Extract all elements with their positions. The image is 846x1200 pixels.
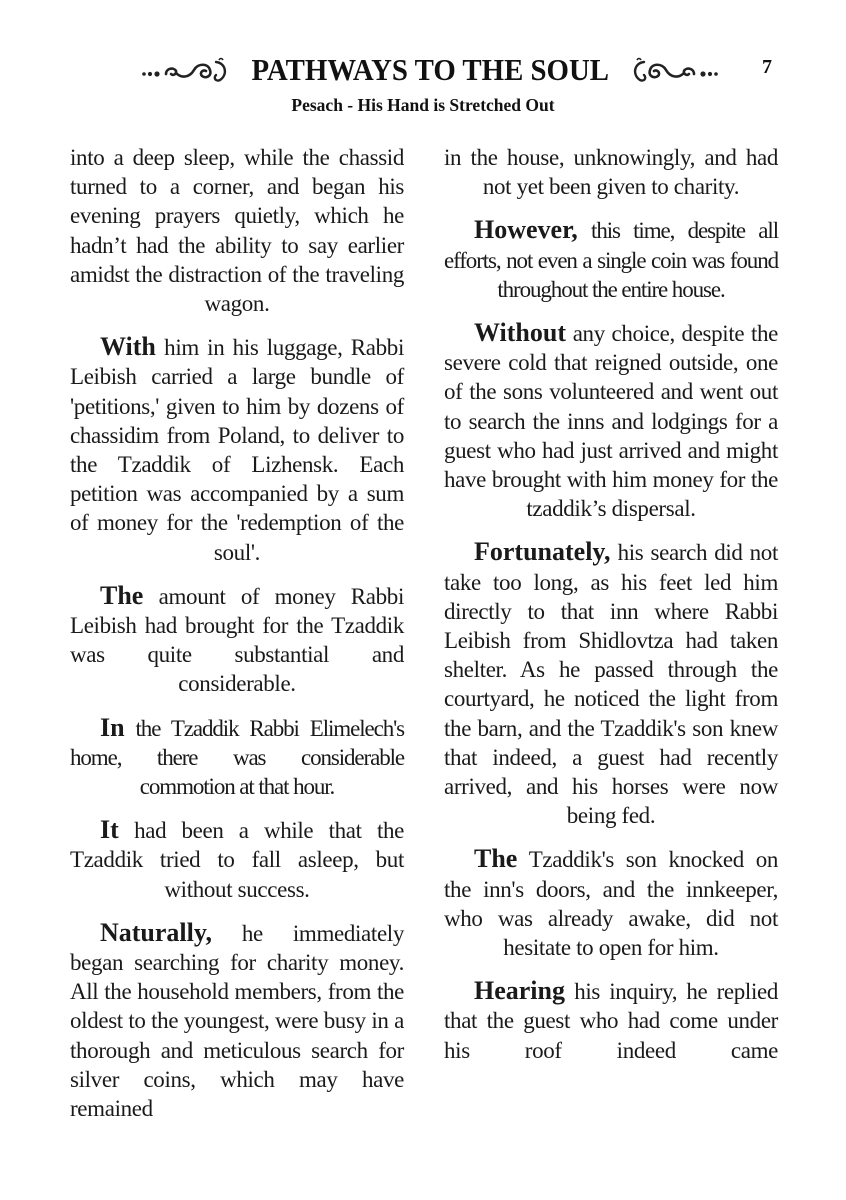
paragraph-text: had been a while that the Tzaddik tried to fall asleep, but without success. — [70, 818, 404, 902]
paragraph-lead-word: Hearing — [474, 976, 565, 1006]
paragraph-text: any choice, despite the severe cold that reigned outside, one of the sons volunteered and went out to search the inns and lodgings for a guest who had just arrived and might have brought with him money for the tzaddik’s dispersal. — [444, 321, 778, 522]
left-column — [70, 143, 404, 1137]
page-header — [0, 48, 846, 92]
paragraph — [444, 537, 778, 830]
paragraph — [70, 143, 404, 318]
paragraph-text: amount of money Rabbi Leibish had brought for the Tzaddik was quite substantial and considerable. — [70, 583, 404, 697]
paragraph — [444, 844, 778, 962]
left-flourish-ornament-icon — [140, 55, 232, 85]
paragraph — [70, 581, 404, 699]
paragraph-text: him in his luggage, Rabbi Leibish carried a large bundle of 'petitions,' given to him by dozens of chassidim from Poland, to deliver to the Tzaddik of Lizhensk. Each petition was accompanied by a sum of money for the 'redemption of the soul'. — [70, 335, 404, 565]
paragraph-lead-word: Fortunately, — [474, 537, 611, 567]
paragraph-text: his search did not take too long, as his feet led him directly to that inn where Rabbi Leibish from Shidlovtza had taken shelter. As he passed through the courtyard, he noticed the light from the barn, and the Tzaddik's son knew that indeed, a guest had recently arrived, and his horses were now being fed. — [444, 540, 778, 829]
page-number: 7 — [762, 56, 772, 78]
paragraph-text: Tzaddik's son knocked on the inn's doors, and the innkeeper, who was already awake, did not hesitate to open for him. — [444, 847, 778, 961]
right-flourish-ornament-icon — [628, 55, 720, 85]
paragraph — [444, 215, 778, 304]
chapter-subtitle: Pesach - His Hand is Stretched Out — [291, 95, 555, 115]
right-column — [444, 143, 778, 1079]
paragraph-lead-word: The — [474, 844, 518, 874]
paragraph — [444, 143, 778, 201]
paragraph — [70, 332, 404, 567]
paragraph-lead-word: With — [100, 332, 156, 362]
paragraph — [70, 713, 404, 802]
paragraph — [70, 815, 404, 904]
book-title: PATHWAYS TO THE SOUL — [251, 52, 609, 87]
paragraph — [444, 318, 778, 523]
running-title — [130, 48, 730, 92]
paragraph-text: this time, despite all efforts, not even a single coin was found throughout the entire house. — [444, 218, 778, 302]
paragraph-lead-word: Without — [474, 318, 566, 348]
paragraph-lead-word: The — [100, 580, 144, 610]
paragraph-text: his inquiry, he replied that the guest who had come under his roof indeed came — [444, 979, 778, 1063]
paragraph-text: into a deep sleep, while the chassid turned to a corner, and began his evening prayers quietly, which he hadn’t had the ability to say earlier amidst the distraction of the traveling wagon. — [70, 145, 404, 317]
paragraph-lead-word: In — [100, 712, 125, 742]
paragraph-lead-word: It — [100, 815, 119, 845]
paragraph-lead-word: However, — [474, 215, 578, 245]
paragraph-text: in the house, unknowingly, and had not yet been given to charity. — [444, 145, 778, 200]
paragraph-text: the Tzaddik Rabbi Elimelech's home, there was considerable commotion at that hour. — [70, 715, 404, 800]
paragraph — [444, 976, 778, 1065]
paragraph-text: he immediately began searching for charity money. All the household members, from the oldest to the youngest, were busy in a thorough and meticulous search for silver coins, which may have remained — [70, 920, 404, 1122]
paragraph-lead-word: Naturally, — [100, 917, 212, 947]
paragraph — [70, 918, 404, 1123]
